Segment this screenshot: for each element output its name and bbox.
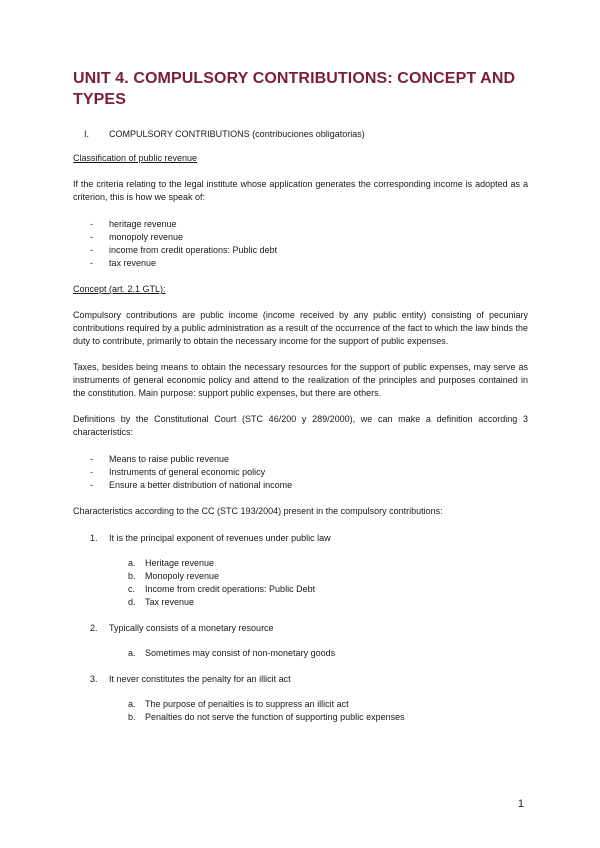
section-label: COMPULSORY CONTRIBUTIONS (contribuciones obligatorias) bbox=[109, 129, 365, 139]
concept-paragraph-4: Characteristics according to the CC (STC 193/2004) present in the compulsory contributions: bbox=[73, 506, 443, 516]
list-item: - tax revenue bbox=[90, 258, 157, 268]
section-heading bbox=[73, 129, 528, 139]
classification-intro: If the criteria relating to the legal institute whose application generates the corresponding income is adopted as a criterion, this is how we speak of: bbox=[73, 179, 528, 202]
classification-list bbox=[73, 218, 528, 270]
sub-item: b. Monopoly revenue bbox=[128, 571, 220, 581]
definition-list bbox=[73, 453, 528, 492]
sub-item: d. Tax revenue bbox=[128, 597, 195, 607]
characteristic-item: 3. It never constitutes the penalty for an illicit act a. The purpose of penalties is to suppress an illicit act b. Penalties do not serve the function of supporting public expenses bbox=[73, 673, 528, 724]
characteristic-item: 1. It is the principal exponent of revenues under public law a. Heritage revenue b. Monopoly revenue c. Income from credit operations: Public Debt d. Tax revenue bbox=[73, 532, 528, 609]
page-number: 1 bbox=[517, 798, 524, 810]
sub-item: a. Sometimes may consist of non-monetary goods bbox=[128, 648, 336, 658]
characteristic-item: 2. Typically consists of a monetary resource a. Sometimes may consist of non-monetary goods bbox=[73, 622, 528, 660]
list-item: - Means to raise public revenue bbox=[90, 454, 230, 464]
sub-item: c. Income from credit operations: Public Debt bbox=[128, 584, 316, 594]
list-item: - income from credit operations: Public debt bbox=[90, 245, 278, 255]
sub-item: a. Heritage revenue bbox=[128, 558, 215, 568]
document-title: UNIT 4. COMPULSORY CONTRIBUTIONS: CONCEPT AND TYPES bbox=[73, 70, 516, 108]
sub-item: b. Penalties do not serve the function of supporting public expenses bbox=[128, 712, 405, 722]
classification-heading: Classification of public revenue bbox=[73, 153, 198, 163]
sub-item: a. The purpose of penalties is to suppress an illicit act bbox=[128, 699, 349, 709]
concept-paragraph-2: Taxes, besides being means to obtain the necessary resources for the support of public expenses, may serve as instruments of general economic policy and attend to the realization of the principles and purposes contained in the constitution. Main purpose: support public expenses, but there are others. bbox=[73, 362, 528, 398]
concept-paragraph-3: Definitions by the Constitutional Court (STC 46/200 y 289/2000), we can make a definition according 3 characteristics: bbox=[73, 414, 528, 437]
concept-paragraph-1: Compulsory contributions are public income (income received by any public entity) consisting of pecuniary contributions required by a public administration as a result of the occurrence of the fact to which the law binds the duty to contribute, primarily to obtain the necessary income for the support of public expenses. bbox=[73, 310, 528, 346]
characteristics-list bbox=[73, 532, 528, 724]
section-number: I. bbox=[84, 129, 90, 139]
document-page bbox=[73, 68, 528, 737]
list-item: - Ensure a better distribution of national income bbox=[90, 480, 293, 490]
list-item: - heritage revenue bbox=[90, 219, 177, 229]
list-item: - Instruments of general economic policy bbox=[90, 467, 266, 477]
concept-heading: Concept (art. 2.1 GTL): bbox=[73, 284, 166, 294]
list-item: - monopoly revenue bbox=[90, 232, 184, 242]
